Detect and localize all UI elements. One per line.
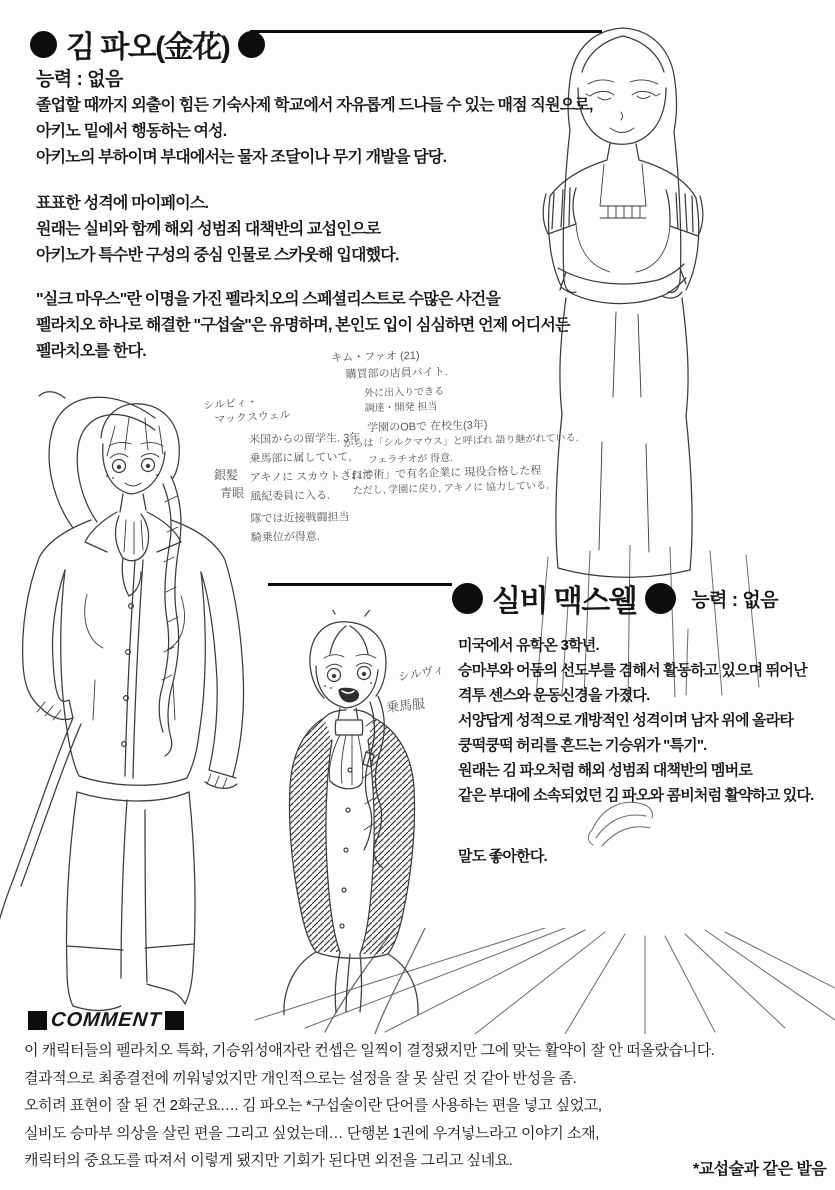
kim-pao-ability: 능력 : 없음 (36, 69, 123, 90)
note-line: 学園のOBで 在校生(3年) (366, 419, 488, 435)
text-line: 아키노가 특수반 구성의 중심 인물로 스카웃해 입대했다. (36, 247, 399, 264)
text-line: 표표한 성격에 마이페이스. (36, 195, 209, 212)
bullet-icon (238, 31, 265, 58)
note-line: 隊では近接戦闘担当 (250, 511, 350, 526)
text-line: 격투 센스와 운동신경을 가졌다. (458, 687, 650, 704)
text-line: 말도 좋아한다. (458, 848, 547, 865)
text-line: 원래는 실비와 함께 해외 성범죄 대책반의 교섭인으로 (36, 221, 381, 238)
note-line: 銀髪 (214, 468, 239, 482)
character1-name: 김 파오(金花) (66, 31, 230, 64)
note-line: シルビィ・ (203, 396, 259, 413)
sylvie-handwritten-notes (249, 429, 374, 548)
note-line: 風紀委員に入る. (250, 489, 331, 504)
text-line: 캐릭터의 중요도를 따져서 이렇게 됐지만 기회가 된다면 외전을 그리고 싶네요. (24, 1152, 513, 1169)
comment-header-label: COMMENT (49, 1009, 163, 1031)
comment-text (24, 1037, 715, 1175)
note-line: 乗馬部に属していて, (249, 451, 352, 466)
title2-rule (268, 583, 452, 586)
riding-name-label: シルヴィ (397, 662, 446, 684)
text-line: 같은 부대에 소속되었던 김 파오와 콤비처럼 활약하고 있다. (458, 787, 814, 804)
kim-pao-desc-1 (36, 93, 593, 171)
sylvie-name-label (203, 393, 291, 429)
text-line: 실비도 승마부 의상을 살린 편을 그리고 싶었는데… 단행본 1권에 우겨넣느라고 이야기 소재, (24, 1124, 599, 1142)
text-line: "실크 마우스"란 이명을 가진 펠라치오의 스페셜리스트로 수많은 사건을 (36, 291, 501, 308)
note-line: からは「シルクマウス」と呼ばれ 語り継がれている. (343, 432, 579, 450)
kim-pao-desc-3 (36, 287, 570, 365)
note-line: 外に出入りできる (364, 386, 445, 400)
text-line: 오히려 표현이 잘 된 건 2화군요…. 김 파오는 *구섭술이란 단어를 사용하는 편을 넣고 싶었고, (24, 1097, 602, 1114)
note-line: 青眼 (220, 486, 245, 500)
text-line: 졸업할 때까지 외출이 힘든 기숙사제 학교에서 자유롭게 드나들 수 있는 매점 직원으로, (36, 97, 593, 114)
note-line: 購買部の店員バイト. (345, 366, 448, 381)
text-line: 승마부와 어둠의 선도부를 겸해서 활동하고 있으며 뛰어난 (458, 662, 807, 679)
square-icon (28, 1011, 47, 1030)
character2-name: 실비 맥스웰 (492, 585, 637, 618)
text-line: 이 캐릭터들의 펠라치오 특화, 기승위성애자란 컨셉은 일찍이 결정됐지만 그에 맞는 활약이 잘 안 떠올랐습니다. (24, 1042, 715, 1059)
text-line: 아키노의 부하이며 부대에서는 물자 조달이나 무기 개발을 담당. (36, 149, 447, 166)
note-line: ただし, 学園に戻り, アキノに 協力している. (352, 480, 549, 497)
square-icon (165, 1011, 184, 1030)
note-line: フェラチオが 得意. (367, 453, 453, 467)
comment-header (28, 1009, 184, 1032)
note-line: 調達・開発 担当 (364, 401, 438, 415)
note-line: アキノに スカウトされて (249, 469, 374, 485)
text-line: 서양답게 성적으로 개방적인 성격이며 남자 위에 올라타 (458, 712, 794, 729)
text-line: 원래는 김 파오처럼 해외 성범죄 대책반의 멤버로 (458, 762, 753, 779)
bullet-icon (645, 583, 676, 614)
sylvie-title (452, 576, 778, 620)
note-line: 騎乗位が得意. (250, 530, 321, 545)
text-line: 아키노 밑에서 행동하는 여성. (36, 123, 227, 140)
sylvie-ability: 능력 : 없음 (691, 589, 779, 611)
text-line: 펠라치오 하나로 해결한 "구섭술"은 유명하며, 본인도 입이 심심하면 언제 어디서든 (36, 317, 570, 334)
bullet-icon (30, 31, 57, 58)
bullet-icon (452, 583, 483, 614)
text-line: 결과적으로 최종결전에 끼워넣었지만 개인적으로는 설정을 잘 못 살린 것 같아 반성을 좀. (24, 1069, 577, 1087)
note-line: キム・ファオ (21) (331, 349, 420, 365)
note-line: マックスウェル (214, 408, 291, 427)
note-line: 米国からの留学生. 3年 (249, 432, 361, 447)
text-line: 쿵떡쿵떡 허리를 흔드는 기승위가 "특기". (458, 737, 707, 754)
text-line: 미국에서 유학온 3학년. (458, 637, 599, 654)
note-line: 「口渉術」で有名企業に 現役合格した程 (340, 464, 542, 483)
kim-pao-title (30, 22, 265, 66)
kim-pao-desc-2 (36, 191, 399, 269)
riding-outfit-label: 乗馬服 (385, 696, 426, 715)
pronunciation-footnote: *교섭술과 같은 발음 (693, 1161, 827, 1178)
text-line: 펠라치오를 한다. (36, 343, 146, 360)
sylvie-desc (458, 633, 814, 869)
sylvie-trait-label (214, 466, 244, 502)
